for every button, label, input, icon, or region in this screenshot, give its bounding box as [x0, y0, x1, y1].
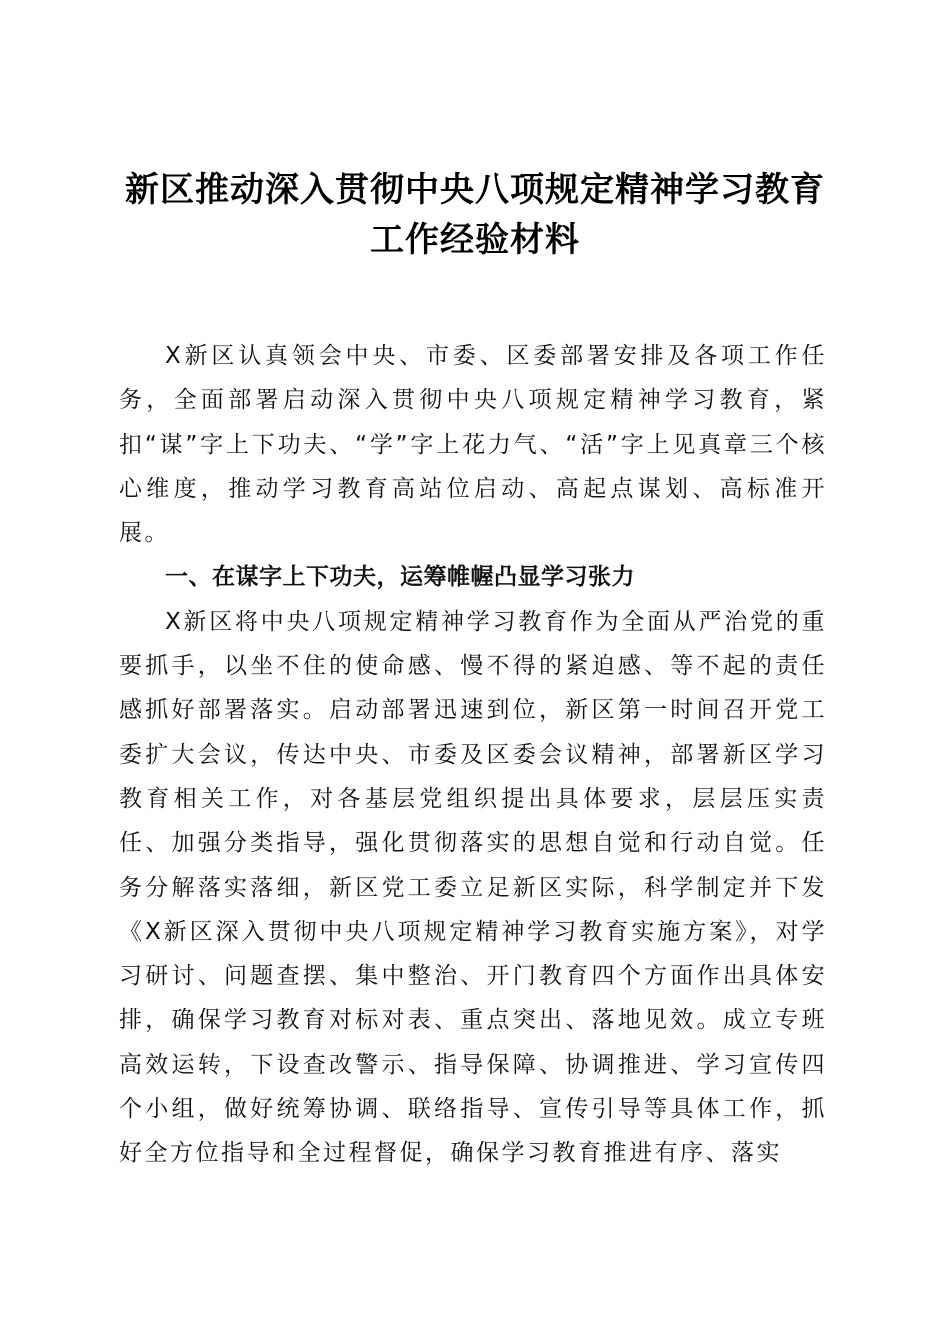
- document-title: [100, 165, 850, 265]
- title-line-2: 工作经验材料: [370, 220, 580, 260]
- section-1-heading: 一、在谋字上下功夫，运筹帷幄凸显学习张力: [165, 564, 635, 591]
- title-line-1: 新区推动深入贯彻中央八项规定精神学习教育: [125, 170, 825, 210]
- section-1-paragraph: X新区将中央八项规定精神学习教育作为全面从严治党的重要抓手，以坐不住的使命感、慢不得的紧迫感、等不起的责任感抓好部署落实。启动部署迅速到位，新区第一时间召开党工委扩大会议，传达中央、市委及区委会议精神，部署新区学习教育相关工作，对各基层党组织提出具体要求，层层压实责任、加强分类指导，强化贯彻落实的思想自觉和行动自觉。任务分解落实落细，新区党工委立足新区实际，科学制定并下发《X新区深入贯彻中央八项规定精神学习教育实施方案》，对学习研讨、问题查摆、集中整治、开门教育四个方面作出具体安排，确保学习教育对标对表、重点突出、落地见效。成立专班高效运转，下设查改警示、指导保障、协调推进、学习宣传四个小组，做好统筹协调、联络指导、宣传引导等具体工作，抓好全方位指导和全过程督促，确保学习教育推进有序、落实: [119, 608, 827, 1167]
- intro-paragraph: X新区认真领会中央、市委、区委部署安排及各项工作任务，全面部署启动深入贯彻中央八项规定精神学习教育，紧扣“谋”字上下功夫、“学”字上花力气、“活”字上见真章三个核心维度，推动学习教育高站位启动、高起点谋划、高标准开展。: [119, 343, 827, 547]
- document-body: [119, 334, 827, 1176]
